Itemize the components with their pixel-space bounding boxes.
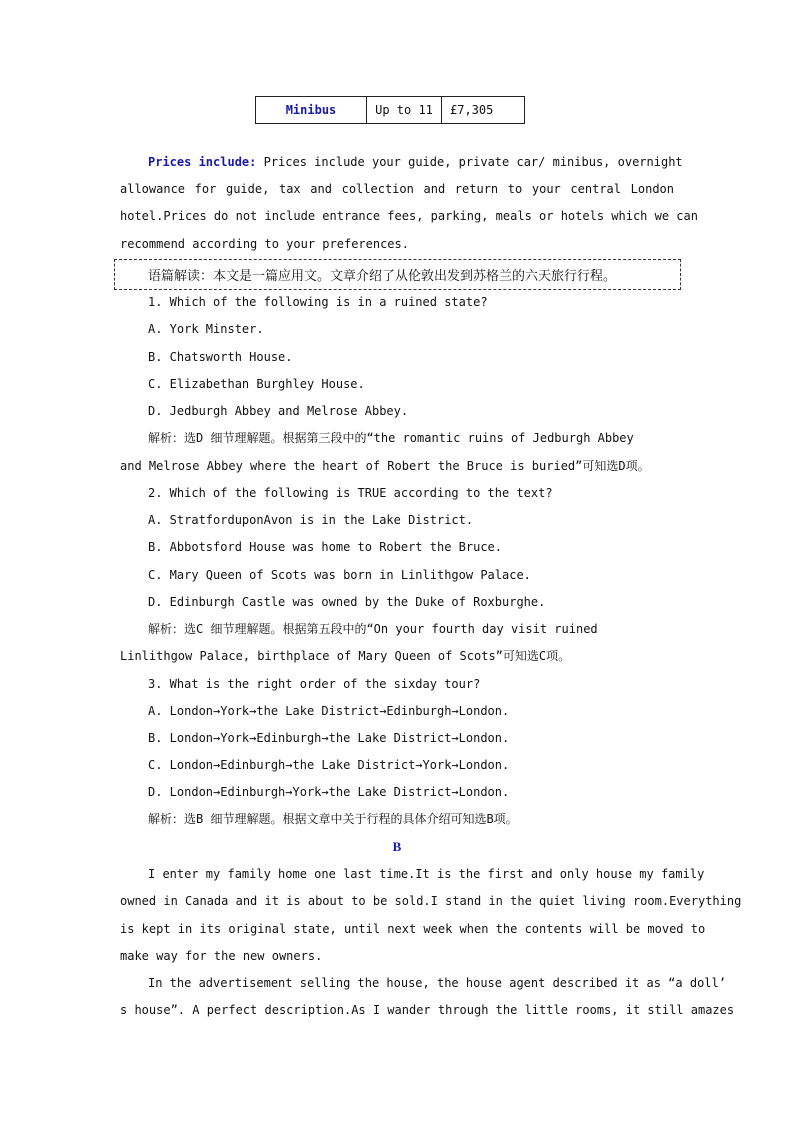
section-b-p2-line-1: In the advertisement selling the house, the house agent described it as “a doll’ (148, 976, 726, 990)
q3-answer: 解析：选B 细节理解题。根据文章中关于行程的具体介绍可知选B项。 (148, 812, 518, 826)
reading-note-box (114, 259, 681, 290)
q3-option-a: A. London→York→the Lake District→Edinburgh→London. (148, 704, 510, 718)
q3-question: 3. What is the right order of the sixday tour? (148, 677, 481, 691)
prices-paragraph-line-1 (148, 154, 683, 170)
section-b-p1-line-3: is kept in its original state, until next week when the contents will be moved to (120, 922, 706, 936)
reading-note: 语篇解读：本文是一篇应用文。文章介绍了从伦敦出发到苏格兰的六天旅行行程。 (148, 269, 617, 284)
q1-answer-line-1: 解析：选D 细节理解题。根据第三段中的“the romantic ruins of Jedburgh Abbey (148, 431, 634, 445)
q3-option-d: D. London→Edinburgh→York→the Lake District→London. (148, 785, 510, 799)
vehicle-type-cell: Minibus (256, 97, 367, 124)
q1-answer-line-2: and Melrose Abbey where the heart of Robert the Bruce is buried”可知选D项。 (120, 459, 650, 473)
prices-text: Prices include your guide, private car/ minibus, overnight (263, 155, 683, 169)
q2-question: 2. Which of the following is TRUE according to the text? (148, 486, 553, 500)
q2-option-d: D. Edinburgh Castle was owned by the Duke of Roxburghe. (148, 595, 546, 609)
q2-option-b: B. Abbotsford House was home to Robert the Bruce. (148, 540, 503, 554)
q2-answer-line-1: 解析：选C 细节理解题。根据第五段中的“On your fourth day visit ruined (148, 622, 598, 636)
price-table (255, 96, 525, 124)
section-b-p1-line-2: owned in Canada and it is about to be sold.I stand in the quiet living room.Everything (120, 894, 742, 908)
section-b-heading: B (392, 839, 402, 854)
q1-option-c: C. Elizabethan Burghley House. (148, 377, 365, 391)
q3-option-c: C. London→Edinburgh→the Lake District→York→London. (148, 758, 510, 772)
q2-option-c: C. Mary Queen of Scots was born in Linlithgow Palace. (148, 568, 531, 582)
q1-question: 1. Which of the following is in a ruined state? (148, 295, 488, 309)
section-b-p2-line-2: s house”. A perfect description.As I wander through the little rooms, it still amazes (120, 1003, 735, 1017)
capacity-cell: Up to 11 (367, 97, 442, 124)
table-row (256, 97, 525, 124)
prices-paragraph-line-4: recommend according to your preferences. (120, 237, 409, 251)
q2-option-a: A. StratforduponAvon is in the Lake District. (148, 513, 474, 527)
section-b-p1-line-1: I enter my family home one last time.It is the first and only house my family (148, 867, 705, 881)
prices-paragraph-line-2: allowance for guide, tax and collection and return to your central London (120, 182, 674, 196)
q2-answer-line-2: Linlithgow Palace, birthplace of Mary Queen of Scots”可知选C项。 (120, 649, 571, 663)
q1-option-d: D. Jedburgh Abbey and Melrose Abbey. (148, 404, 409, 418)
section-b-p1-line-4: make way for the new owners. (120, 949, 323, 963)
q1-option-b: B. Chatsworth House. (148, 350, 293, 364)
price-cell: £7,305 (442, 97, 525, 124)
q3-option-b: B. London→York→Edinburgh→the Lake District→London. (148, 731, 510, 745)
prices-include-label: Prices include: (148, 155, 257, 169)
prices-paragraph-line-3: hotel.Prices do not include entrance fees, parking, meals or hotels which we can (120, 209, 698, 223)
q1-option-a: A. York Minster. (148, 322, 264, 336)
